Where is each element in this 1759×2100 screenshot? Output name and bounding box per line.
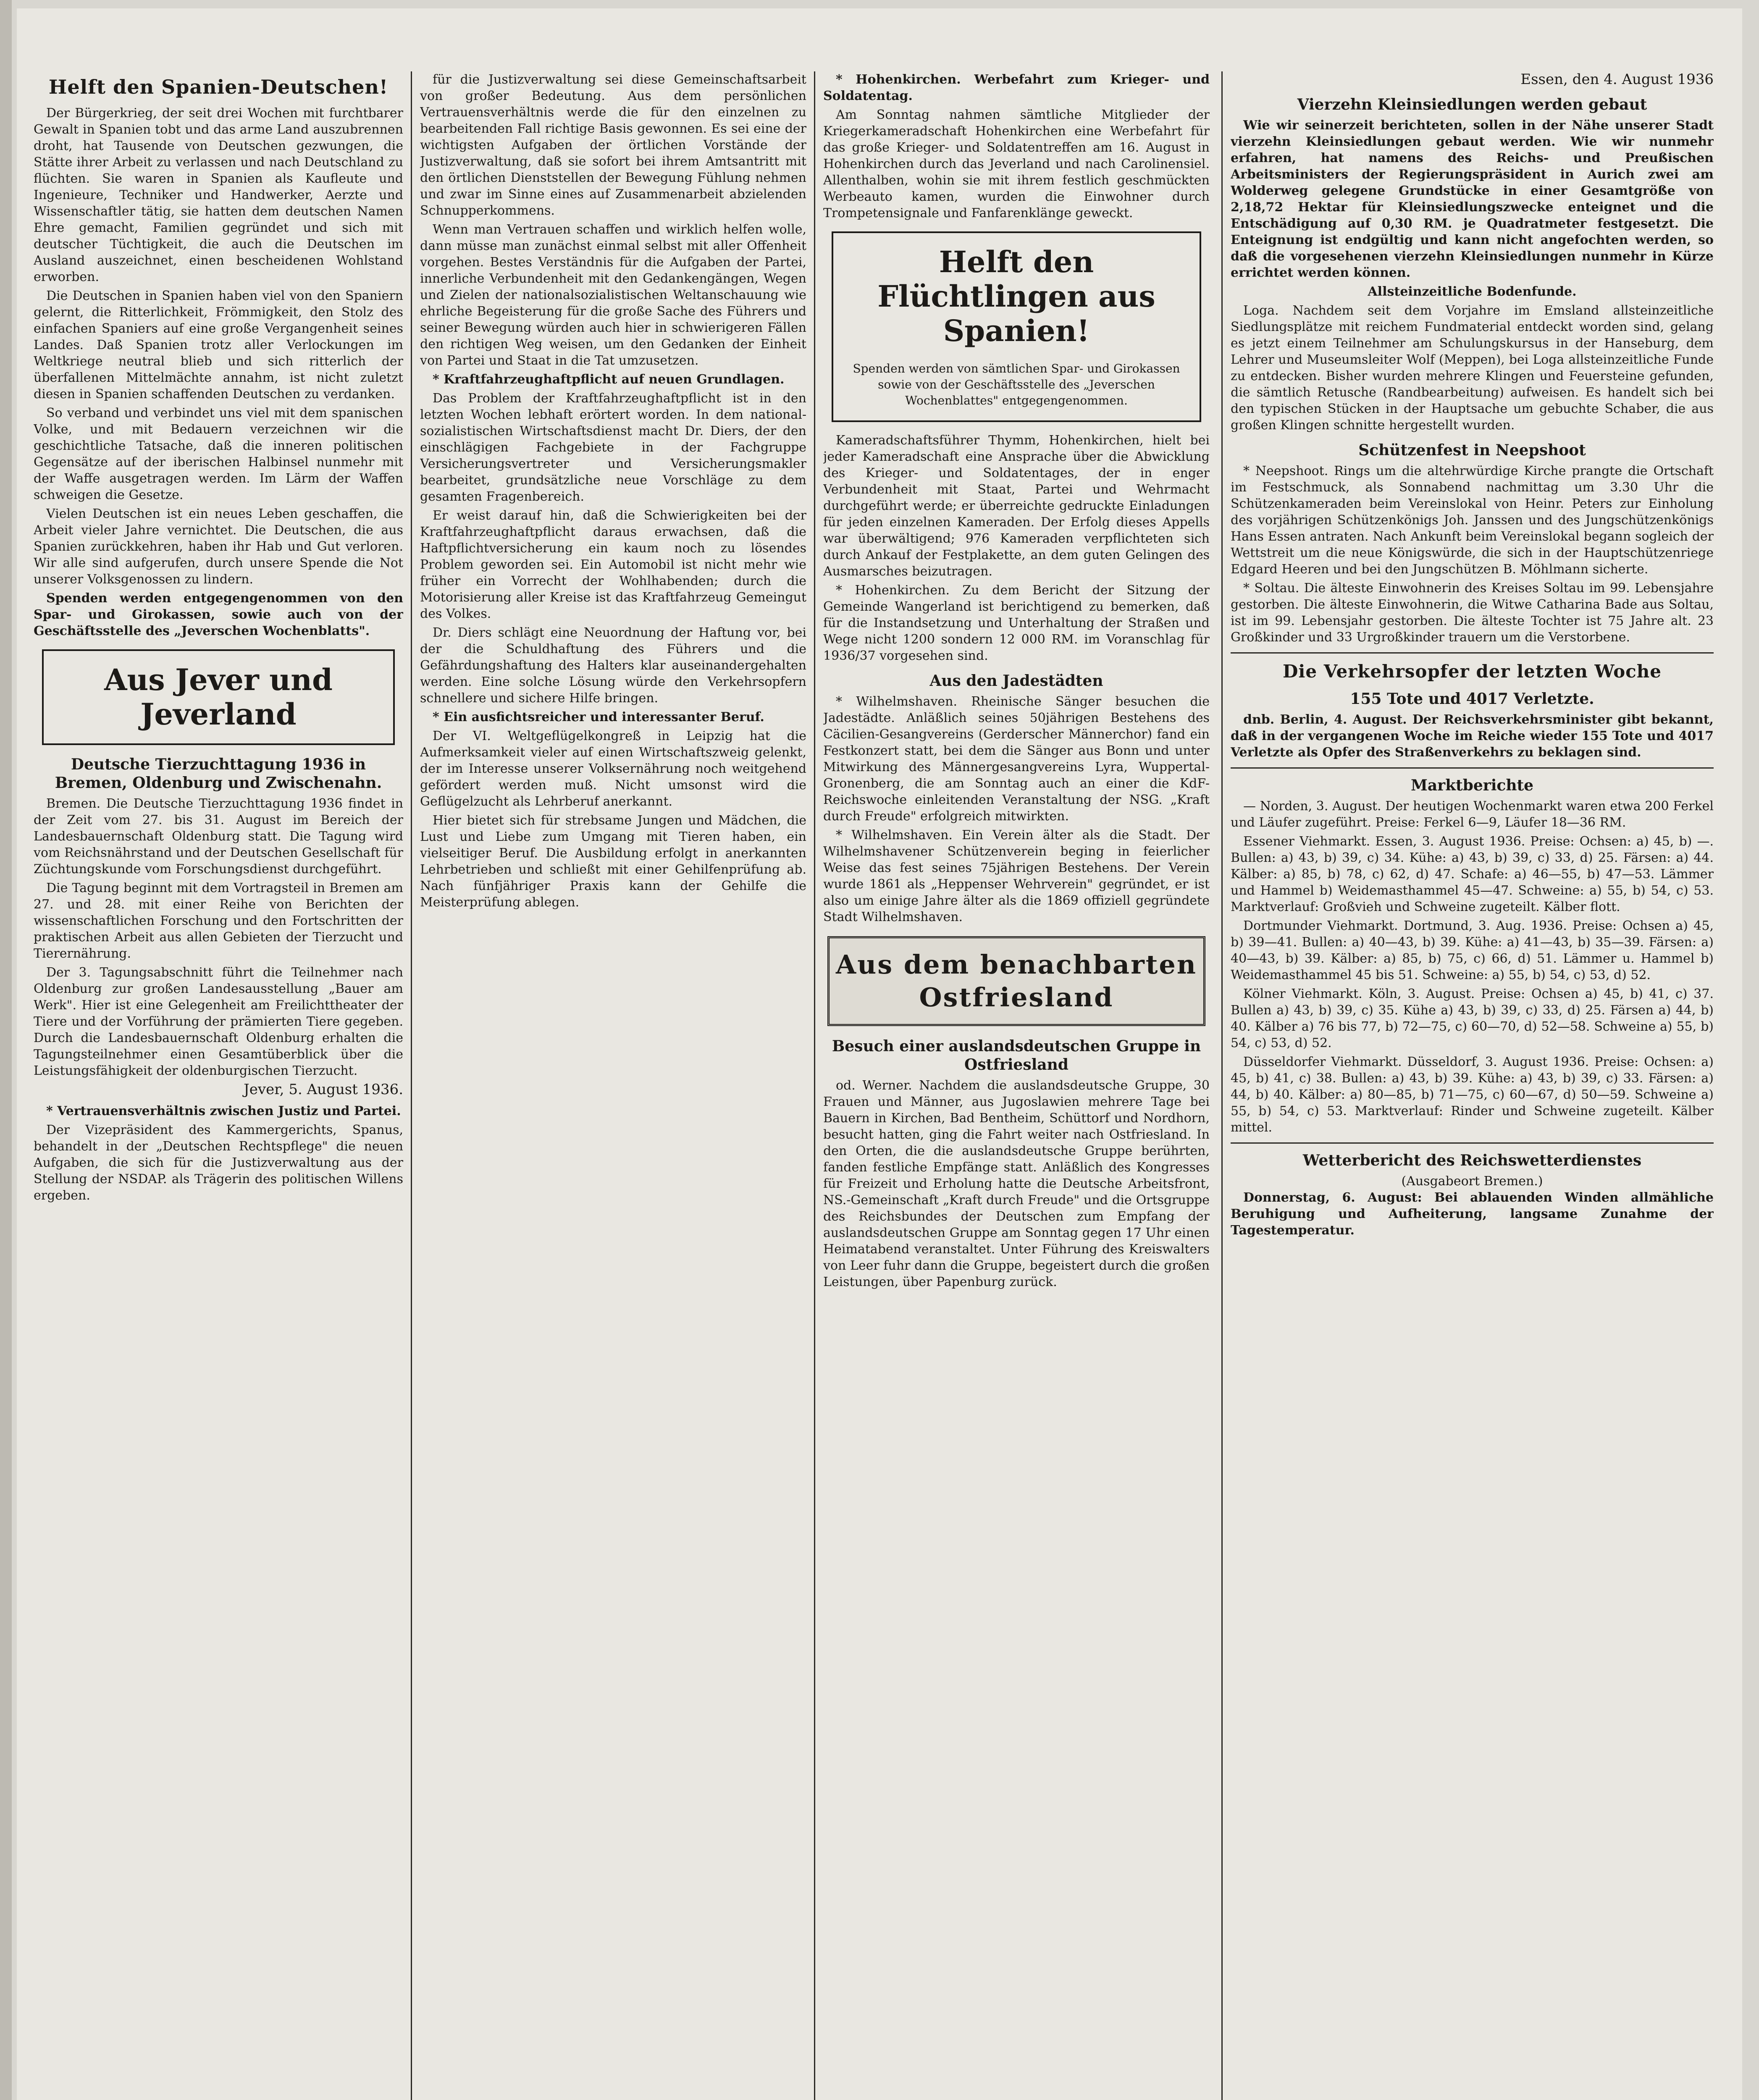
column-2: [420, 71, 806, 2100]
article-paragraph: Die Tagung beginnt mit dem Vortragsteil in Bremen am 27. und 28. mit einer Reihe von Berichten der wissenschaftlichen Forschung und den Fortschritten der praktischen Arbeit aus allen Gebieten der Tierzucht und Tierernährung.: [34, 881, 403, 961]
binding-gutter: [0, 0, 12, 2100]
article-paragraph: — Norden, 3. August. Der heutigen Wochenmarkt waren etwa 200 Ferkel und Läufer zugeführt. Preise: Ferkel 6—9, Läufer 18—36 RM.: [1231, 799, 1714, 830]
section-title: Aus dem benachbarten Ostfriesland: [836, 949, 1197, 1013]
article-paragraph: Loga. Nachdem seit dem Vorjahre im Emsland allsteinzeitliche Siedlungsplätze mit reichem Fundmaterial entdeckt worden sind, gelang es jetzt einem Teilnehmer am Schulungskursus in der Hanseburg, dem Lehrer und Museumsleiter Wolf (Meppen), bei Loga allsteinzeitliche Funde zu entdecken. Bisher wurden mehrere Klingen und Feuersteine gefunden, die sämtlich Retusche (Randbearbeitung) aufweisen. Es handelt sich bei den typischen Stücken in der Hauptsache um gebuchte Schaber, die aus großen Klingen schnitte hergestellt wurden.: [1231, 303, 1714, 433]
column-4: [1231, 71, 1714, 2100]
headline-spanien: Helft den Spanien-Deutschen!: [48, 76, 389, 98]
article-paragraph: * Hohenkirchen. Zu dem Bericht der Sitzung der Gemeinde Wangerland ist berichtigend zu bemerken, daß für die Instandsetzung und Unterhaltung der Straßen und Wege nicht 1200 sondern 12 000 RM. im Voranschlag für 1936/37 vorgesehen sind.: [823, 583, 1210, 663]
headline-siedlungen: Vierzehn Kleinsiedlungen werden gebaut: [1297, 96, 1647, 113]
article-paragraph: Wie wir seinerzeit berichteten, sollen in der Nähe unserer Stadt vierzehn Kleinsiedlungen gebaut werden. Wie wir nunmehr erfahren, hat namens des Reichs- und Preußischen Arbeitsministers der Regierungspräsident in Aurich zwei am Wolderweg gelegene Grundstücke in einer Gesamtgröße von 2,18,72 Hektar für Kleinsiedlungszwecke enteignet und die Entschädigung auf 0,30 RM. je Quadratmeter festgesetzt. Die Enteignung ist endgültig und kann nicht angefochten werden, so daß die vorgesehenen vierzehn Kleinsiedlungen nunmehr in Kürze errichtet werden können.: [1231, 118, 1714, 280]
column-3: [823, 71, 1210, 2100]
market-report: Dortmunder Viehmarkt. Dortmund, 3. Aug. 1936. Preise: Ochsen a) 45, b) 39—41. Bullen: a) 40—43, b) 39. Kühe: a) 41—43, b) 35—39. Färsen: a) 40—43, b) 39. Kälber: a) 85, b) 75, c) 66, d) 51. Lämmer u. Hammel b) Weidemasthammel 45 bis 51. Schweine: a) 55, b) 54, c) 53, d) 52.: [1231, 919, 1714, 982]
appeal-title: Helft den Flüchtlingen aus Spanien!: [877, 244, 1155, 348]
subheadline-inline: * Ein ausfichtsreicher und interessanter Beruf.: [433, 710, 764, 724]
subheadline: Besuch einer auslandsdeutschen Gruppe in Ostfriesland: [832, 1037, 1201, 1074]
donation-note: Spenden werden entgegengenommen von den Spar- und Girokassen, sowie auch von der Geschäftsstelle des „Jeverschen Wochenblatts".: [34, 591, 403, 638]
page-dateline: Essen, den 4. August 1936: [1520, 71, 1714, 88]
article-paragraph: Bremen. Die Deutsche Tierzuchttagung 1936 findet in der Zeit vom 27. bis 31. August im Bereich der Landesbauernschaft Oldenburg statt. Die Tagung wird vom Reichsnährstand und der Deutschen Gesellschaft für Züchtungskunde vom Forschungsdienst durchgeführt.: [34, 796, 403, 877]
article-paragraph: Der 3. Tagungsabschnitt führt die Teilnehmer nach Oldenburg zur großen Landesausstellung „Bauer am Werk". Hier ist eine Gelegenheit am Freilichttheater der Tiere und der Vorführung der prämierten Tiere gegeben. Durch die Landesbauernschaft Oldenburg erhalten die Tagungsteilnehmer einen Gesamtüberblick über die Leistungsfähigkeit der oldenburgischen Tierzucht.: [34, 965, 403, 1078]
article-paragraph: Das Problem der Kraftfahrzeughaftpflicht ist in den letzten Wochen lebhaft erörtert worden. In dem national-sozialistischen Wirtschaftsdienst macht Dr. Diers, der den einschlägigen Fachgebiete in der Fachgruppe Versicherungsvertreter und Versicherungsmakler bearbeitet, grundsätzliche neue Vorschläge zu dem gesamten Fragenbereich.: [420, 391, 806, 504]
appeal-note: Spenden werden von sämtlichen Spar- und Girokassen sowie von der Geschäftsstelle des „Jeverschen Wochenblattes" entgegengenommen.: [853, 362, 1180, 407]
article-paragraph: Der Bürgerkrieg, der seit drei Wochen mit furchtbarer Gewalt in Spanien tobt und das arme Land auszubrennen droht, hat Tausende von Deutschen gezwungen, die Stätte ihrer Arbeit zu verlassen und nach Deutschland zu flüchten. Sie waren in Spanien als Kaufleute und Ingenieure, Techniker und Handwerker, Aerzte und Wissenschaftler tätig, sie hatten dem deutschen Namen Ehre gemacht, Familien gegründet und sich mit deutscher Tüchtigkeit, die auch die Deutschen im Ausland auszeichnet, einen bescheidenen Wohlstand erworben.: [34, 106, 403, 284]
section-box-jever: [42, 649, 395, 745]
subheadline: 155 Tote und 4017 Verletzte.: [1350, 690, 1594, 708]
local-dateline: Jever, 5. August 1936.: [244, 1081, 403, 1098]
article-paragraph: * Soltau. Die älteste Einwohnerin des Kreises Soltau im 99. Lebensjahre gestorben. Die älteste Einwohnerin, die Witwe Catharina Bade aus Soltau, ist im 99. Lebensjahr gestorben. Die älteste Tochter ist 75 Jahre alt. 23 Großkinder und 33 Urgroßkinder trauern um die Verstorbene.: [1231, 581, 1714, 645]
subheadline-inline: * Kraftfahrzeughaftpflicht auf neuen Grundlagen.: [433, 372, 785, 387]
market-report: Essener Viehmarkt. Essen, 3. August 1936. Preise: Ochsen: a) 45, b) —. Bullen: a) 43, b) 39, c) 34. Kühe: a) 43, b) 39, c) 33, d) 25. Färsen: a) 44. Kälber: a) 85, b) 78, c) 62, d) 47. Schafe: a) 46—55, b) 47—53. Lämmer und Hammel b) Weidemasthammel 45—47. Schweine: a) 55, b) 54, c) 53. Marktverlauf: Großvieh und Schweine zugeteilt. Kälber flott.: [1231, 834, 1714, 914]
article-paragraph: Wenn man Vertrauen schaffen und wirklich helfen wolle, dann müsse man zunächst einmal selbst mit aller Offenheit vorgehen. Bestes Verständnis für die Aufgaben der Partei, innerliche Verbundenheit mit den Gedankengängen, Wegen und Zielen der nationalsozialistischen Weltanschauung wie ehrliche Begeisterung für die große Sache des Führers und seiner Bewegung würden auch hier in schwierigeren Fällen den richtigen Weg weisen, um den Gedanken der Einheit von Partei und Staat in die Tat umzusetzen.: [420, 222, 806, 368]
headline-wetter: Wetterbericht des Reichswetterdienstes: [1302, 1152, 1642, 1169]
headline-verkehrsopfer: Die Verkehrsopfer der letzten Woche: [1283, 661, 1662, 682]
headline-schuetzenfest: Schützenfest in Neepshoot: [1358, 441, 1586, 459]
subheadline: (Ausgabeort Bremen.): [1401, 1174, 1543, 1189]
article-paragraph: * Neepshoot. Rings um die altehrwürdige Kirche prangte die Ortschaft im Festschmuck, als Sonnabend nachmittag um 3.30 Uhr die Schützenkameraden beim Vereinslokal von Heinr. Peters zur Einholung des vorjährigen Schützenkönigs Joh. Janssen und des Jungschützenkönigs Hans Essen antraten. Nach Ankunft beim Vereinslokal begann sogleich der Wettstreit um die neue Königswürde, die sich in der Hauptschützenriege Edgard Heeren und bei den Jungschützen B. Möhlmann sicherte.: [1231, 464, 1714, 577]
article-paragraph: Vielen Deutschen ist ein neues Leben geschaffen, die Arbeit vieler Jahre vernichtet. Die Deutschen, die aus Spanien zurückkehren, haben ihr Hab und Gut verloren. Wir alle sind aufgerufen, durch unsere Spende die Not unserer Volksgenossen zu lindern.: [34, 507, 403, 587]
column-rule: [1221, 71, 1223, 2100]
article-paragraph: Kameradschaftsführer Thymm, Hohenkirchen, hielt bei jeder Kameradschaft eine Ansprache über die Abwicklung des Krieger- und Soldatentages, der in enger Verbundenheit mit Staat, Partei und Wehrmacht durchgeführt werde; er überreichte gedruckte Einladungen für jeden einzelnen Kameraden. Der Erfolg dieses Appells war überwältigend; 976 Kameraden verpflichteten sich durch Ankauf der Festplakette, an dem guten Gelingen des Ausmarsches beizutragen.: [823, 433, 1210, 579]
weather-report: Donnerstag, 6. August: Bei ablauenden Winden allmähliche Beruhigung und Aufheiterung, langsame Zunahme der Tagestemperatur.: [1231, 1190, 1714, 1238]
section-box-ostfriesland: [827, 936, 1205, 1026]
subheadline-inline: * Vertrauensverhältnis zwischen Justiz und Partei.: [46, 1104, 401, 1118]
article-paragraph: Der VI. Weltgeflügelkongreß in Leipzig hat die Aufmerksamkeit vieler auf einen Wirtschaftszweig gelenkt, der im Interesse unserer Volksernährung noch weitgehend gefördert werden muß. Nicht umsonst wird die Geflügelzucht als Lehrberuf anerkannt.: [420, 729, 806, 809]
subheadline: Deutsche Tierzuchttagung 1936 in Bremen, Oldenburg und Zwischenahn.: [55, 756, 382, 792]
article-paragraph: Hier bietet sich für strebsame Jungen und Mädchen, die Lust und Liebe zum Umgang mit Tieren haben, ein vielseitiger Beruf. Die Ausbildung erfolgt in anerkannten Lehrbetrieben und schließt mit einer Gehilfenprüfung ab. Nach fünfjähriger Praxis kann der Gehilfe die Meisterprüfung ablegen.: [420, 813, 806, 910]
article-paragraph: Dr. Diers schlägt eine Neuordnung der Haftung vor, bei der die Schuldhaftung des Führers und die Gefährdungshaftung des Halters klar auseinandergehalten werden. Eine solche Lösung würde den Verkehrsopfern schnellere und sichere Hilfe bringen.: [420, 625, 806, 706]
newspaper-page: [17, 8, 1742, 2100]
article-paragraph: Am Sonntag nahmen sämtliche Mitglieder der Kriegerkameradschaft Hohenkirchen eine Werbefahrt für das große Krieger- und Soldatentreffen am 16. August in Hohenkirchen durch das Jeverland und nach Carolinensiel. Allenthalben, wohin sie mit ihrem festlich geschmückten Werbeauto kamen, wurden die Einwohner durch Trompetensignale und Fanfarenklänge geweckt.: [823, 108, 1210, 220]
divider: [1231, 652, 1714, 654]
headline-markt: Marktberichte: [1410, 777, 1534, 794]
column-1: [34, 71, 403, 2100]
article-paragraph: Er weist darauf hin, daß die Schwierigkeiten bei der Kraftfahrzeughaftpflicht daraus erwachsen, daß die Haftpflichtversicherung ein kaum noch zu lösendes Problem geworden sei. Ein Automobil ist nicht mehr wie früher ein Vorrecht der Wohlhabenden; durch die Motorisierung aller Kreise ist das Kraftfahrzeug Gemeingut des Volkes.: [420, 508, 806, 621]
subheadline: Allsteinzeitliche Bodenfunde.: [1368, 284, 1577, 299]
appeal-box: [832, 231, 1201, 422]
article-paragraph: * Wilhelmshaven. Rheinische Sänger besuchen die Jadestädte. Anläßlich seines 50jährigen Bestehens des Cäcilien-Gesangvereins (Gerderscher Männerchor) fand ein Festkonzert statt, bei dem die Sänger aus Bonn und unter Mitwirkung des Männergesangvereins Lyra, Wuppertal-Gronenberg, die am Sonntag auch an einer die KdF-Reichswoche einleitenden Veranstaltung der NSG. „Kraft durch Freude" erfolgreich mitwirkten.: [823, 694, 1210, 824]
column-rule: [814, 71, 815, 2100]
column-rule: [411, 71, 412, 2100]
article-paragraph: * Wilhelmshaven. Ein Verein älter als die Stadt. Der Wilhelmshavener Schützenverein beging in feierlicher Weise das fest seines 75jährigen Bestehens. Der Verein wurde 1861 als „Heppenser Wehrverein" gegründet, er ist also um einige Jahre älter als die 1869 offiziell gegründete Stadt Wilhelmshaven.: [823, 828, 1210, 924]
article-paragraph: Der Vizepräsident des Kammergerichts, Spanus, behandelt in der „Deutschen Rechtspflege" die neuen Aufgaben, die sich für die Justizverwaltung aus der Stellung der NSDAP. als Trägerin des politischen Willens ergeben.: [34, 1123, 403, 1203]
divider: [1231, 1142, 1714, 1144]
divider: [1231, 767, 1714, 769]
article-paragraph: So verband und verbindet uns viel mit dem spanischen Volke, und mit Bedauern verzeichnen wir die geschichtliche Tatsache, daß die inneren politischen Gegensätze auf der iberischen Halbinsel nunmehr mit der Waffe ausgetragen werden. Im Lärm der Waffen schweigen die Gesetze.: [34, 406, 403, 502]
market-report: Düsseldorfer Viehmarkt. Düsseldorf, 3. August 1936. Preise: Ochsen: a) 45, b) 41, c) 38. Bullen: a) 43, b) 39. Kühe: a) 43, b) 39, c) 33. Färsen: a) 44, b) 40. Kälber: a) 80—85, b) 71—75, c) 60—67, d) 50—59. Schweine a) 55, b) 54, c) 53. Marktverlauf: Rinder und Schweine zugeteilt. Kälber mittel.: [1231, 1055, 1714, 1135]
section-title: Aus Jever und Jeverland: [104, 662, 333, 732]
market-report: Kölner Viehmarkt. Köln, 3. August. Preise: Ochsen a) 45, b) 41, c) 37. Bullen a) 43, b) 39, c) 35. Kühe a) 43, b) 39, c) 33, d) 25. Färsen a) 44, b) 40. Kälber a) 76 bis 77, b) 72—75, c) 60—70, d) 52—58. Schweine a) 55, b) 54, c) 53, d) 52.: [1231, 987, 1714, 1050]
article-paragraph: od. Werner. Nachdem die auslandsdeutsche Gruppe, 30 Frauen und Männer, aus Jugoslawien mehrere Tage bei Bauern in Kirchen, Bad Bentheim, Schüttorf und Nordhorn, besucht hatten, ging die Fahrt weiter nach Ostfriesland. In den Orten, die die auslandsdeutsche Gruppe berührten, fanden festliche Empfänge statt. Anläßlich des Kongresses für Freizeit und Erholung hatte die Deutsche Arbeitsfront, NS.-Gemeinschaft „Kraft durch Freude" und die Ortsgruppe des Reichsbundes der Deutschen zum Empfang der auslandsdeutschen Gruppe am Sonntag gegen 17 Uhr einen Heimatabend veranstaltet. Unter Führung des Kreiswalters von Leer fuhr dann die Gruppe, begeistert durch die großen Leistungen, über Papenburg zurück.: [823, 1078, 1210, 1289]
subheadline-inline: * Hohenkirchen. Werbefahrt zum Krieger- und Soldatentag.: [823, 72, 1210, 103]
article-paragraph: für die Justizverwaltung sei diese Gemeinschaftsarbeit von großer Bedeutung. Aus dem persönlichen Vertrauensverhältnis werde die für den einzelnen zu bearbeitenden Fall richtige Basis gewonnen. Es sei eine der wichtigsten Aufgaben der örtlichen Vorstände der Justizverwaltung, daß sie sofort bei ihrem Amtsantritt mit den örtlichen Dienststellen der Bewegung Fühlung nehmen und zwar im Sinne eines auf Zusammenarbeit abzielenden Schnupperkommens.: [420, 72, 806, 218]
article-paragraph: Die Deutschen in Spanien haben viel von den Spaniern gelernt, die Ritterlichkeit, Frömmigkeit, den Stolz des einfachen Spaniers auf eine große Vergangenheit seines Landes. Daß Spanien trotz aller Verlockungen im Weltkriege neutral blieb und sich ritterlich der überfallenen Mittelmächte annahm, ist nicht zuletzt diesen in Spanien schaffenden Deutschen zu verdanken.: [34, 289, 403, 402]
article-paragraph: dnb. Berlin, 4. August. Der Reichsverkehrsminister gibt bekannt, daß in der vergangenen Woche im Reiche wieder 155 Tote und 4017 Verletzte als Opfer des Straßenverkehrs zu beklagen sind.: [1231, 712, 1714, 760]
section-heading-jade: Aus den Jadestädten: [929, 672, 1103, 690]
